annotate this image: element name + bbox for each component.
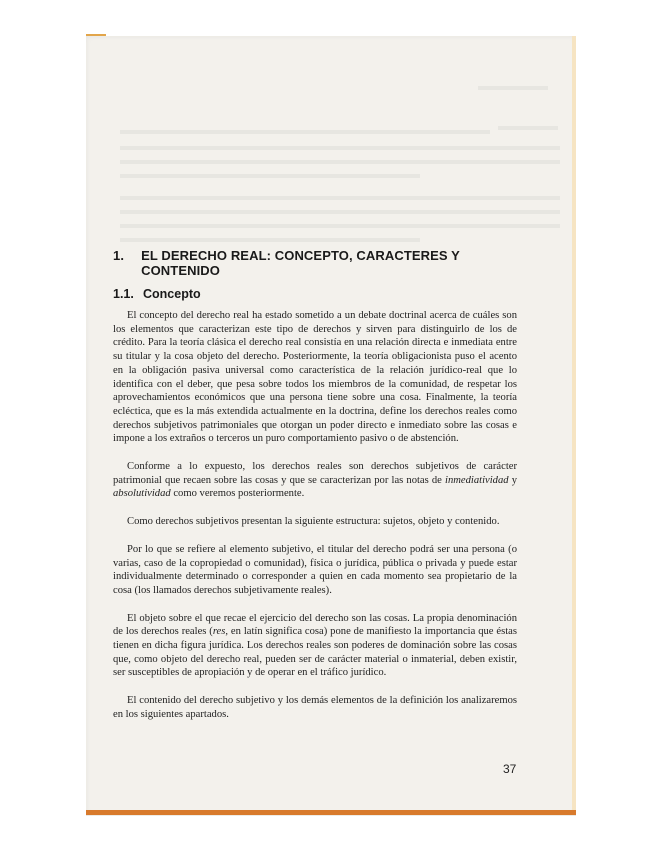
paragraph-6: El contenido del derecho subjetivo y los demás elementos de la definición los analizaremos en los siguientes apartados. (113, 695, 517, 720)
section-number: 1. (113, 248, 125, 263)
page-edge-right (572, 36, 576, 814)
paragraph-2: Conforme a lo expuesto, los derechos reales son derechos subjetivos de carácter patrimonial que recaen sobre las cosas y que se caracterizan por las notas de inmediatividad y absolutividad como veremos posteriormente. (113, 461, 518, 500)
subsection-heading (113, 287, 517, 301)
page-content (113, 248, 517, 736)
paragraph-4: Por lo que se refiere al elemento subjetivo, el titular del derecho podrá ser una persona (o varias, caso de la copropiedad o comunidad), física o jurídica, pública o privada y puede estar individualmente determinado o corresponder a quien en cada momento sea propietario de la cosa (los llamados derechos subjetivamente reales). (113, 543, 517, 596)
section-heading (113, 248, 517, 278)
page-edge-bottom (86, 810, 576, 815)
section-title: EL DERECHO REAL: CONCEPTO, CARACTERES Y CONTENIDO (141, 248, 460, 278)
page-number: 37 (503, 762, 517, 776)
paragraph-5: El objeto sobre el que recae el ejercicio del derecho son las cosas. La propia denominación de los derechos reales (res, en latín significa cosa) pone de manifiesto la importancia que éstas tienen en dicha figura jurídica. Los derechos reales son poderes de dominación sobre las cosas que, como objeto del derecho real, pueden ser de carácter material o inmaterial, deben existir, ser susceptibles de apropiación y de operar en el tráfico jurídico. (113, 612, 517, 679)
term-res: res (212, 626, 226, 638)
term-absolutividad: absolutividad (113, 488, 171, 500)
paragraph-1: El concepto del derecho real ha estado sometido a un debate doctrinal acerca de cuáles son los elementos que caracterizan este tipo de derechos y sirven para distinguirlo de los de crédito. Para la teoría clásica el derecho real consistía en una relación directa e inmediata entre su titular y la cosa objeto del derecho. Posteriormente, la teoría obligacionista puso el acento en la obligación pasiva universal como característica de la relación jurídico-real que lo identifica con el deber, que pesa sobre todos los miembros de la comunidad, de respetar los aprovechamientos económicos que una persona tiene sobre una cosa. Finalmente, la teoría ecléctica, que es la más extendida actualmente en la doctrina, define los derechos reales como derechos subjetivos patrimoniales que otorgan un poder directo e inmediato sobre las cosas e impone a los extraños o terceros un puro comportamiento pasivo o de abstención. (113, 310, 517, 445)
term-inmediatividad: inmediatividad (445, 474, 509, 486)
subsection-title: Concepto (143, 287, 201, 301)
paragraph-3: Como derechos subjetivos presentan la siguiente estructura: sujetos, objeto y contenido. (127, 516, 500, 528)
subsection-number: 1.1. (113, 287, 134, 301)
